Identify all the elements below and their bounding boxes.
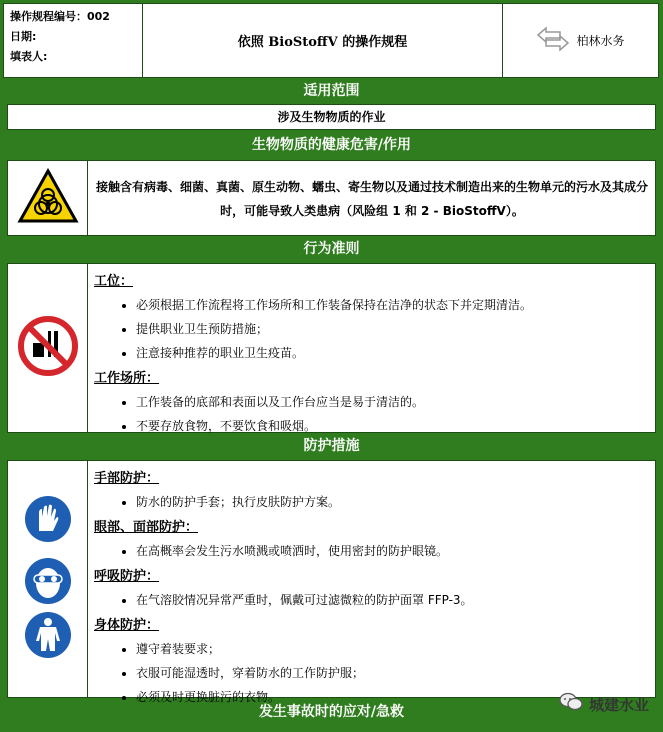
header-meta-cell xyxy=(3,3,143,78)
conduct-heading: 行为准则 xyxy=(303,241,360,257)
eye-protection-list xyxy=(90,539,650,563)
biohazard-warning-icon xyxy=(17,168,79,228)
respiratory-protection-list xyxy=(90,588,650,612)
workstation-list xyxy=(90,293,650,365)
hand-protection-title: 手部防护： xyxy=(94,471,160,486)
protection-heading: 防护措施 xyxy=(303,438,360,454)
list-item: • 必须及时更换脏污的衣物。 xyxy=(136,685,650,709)
hand-protection-list xyxy=(90,490,650,514)
scope-text: 涉及生物物质的作业 xyxy=(7,104,656,130)
list-item: • 遵守着装要求； xyxy=(136,637,650,661)
date-label: 日期: xyxy=(10,30,37,43)
protection-row xyxy=(7,460,656,704)
company-logo xyxy=(502,3,659,78)
respiratory-protection-title: 呼吸防护： xyxy=(94,569,160,584)
document-title xyxy=(142,3,503,78)
list-item: • 提供职业卫生预防措施； xyxy=(136,317,650,341)
workplace-title: 工作场所： xyxy=(94,371,160,386)
filler-label: 填表人: xyxy=(10,50,48,63)
list-item: • 工作装备的底部和表面以及工作台应当是易于清洁的。 xyxy=(136,390,650,414)
hazard-text: 接触含有病毒、细菌、真菌、原生动物、蠕虫、寄生物以及通过技术制造出来的生物单元的污水及其成分时，可能导致人类患病（风险组 1 和 2 - BioStoffV）。 xyxy=(95,180,648,218)
list-item: • 不要存放食物，不要饮食和吸烟。 xyxy=(136,414,650,438)
biohazard-icon-cell xyxy=(8,161,88,235)
body-protection-title: 身体防护： xyxy=(94,618,160,633)
protection-icon-cell xyxy=(8,461,88,697)
watermark-text: 城建水业 xyxy=(588,695,649,714)
conduct-icon-cell xyxy=(8,264,88,432)
eye-protection-title: 眼部、面部防护： xyxy=(94,520,199,535)
watermark xyxy=(559,692,649,716)
list-item: • 在气溶胶情况异常严重时，佩戴可过滤微粒的防护面罩 FFP-3。 xyxy=(136,588,650,612)
emergency-heading: 发生事故时的应对/急救 xyxy=(258,704,405,720)
scope-heading: 适用范围 xyxy=(303,83,360,99)
list-item: • 必须根据工作流程将工作场所和工作装备保持在洁净的状态下并定期清洁。 xyxy=(136,293,650,317)
protection-content xyxy=(90,465,650,709)
list-item: • 防水的防护手套；执行皮肤防护方案。 xyxy=(136,490,650,514)
title-text: 依照 BioStoffV 的操作规程 xyxy=(237,35,408,50)
wechat-icon xyxy=(559,692,583,716)
conduct-content xyxy=(90,268,650,438)
arrows-logo-icon xyxy=(536,26,570,55)
hazard-heading: 生物物质的健康危害/作用 xyxy=(251,137,412,153)
company-name: 柏林水务 xyxy=(576,34,625,48)
hazard-row xyxy=(7,160,656,236)
list-item: • 在高概率会发生污水喷溅或喷洒时，使用密封的防护眼镜。 xyxy=(136,539,650,563)
no-eating-drinking-icon xyxy=(17,315,79,381)
list-item: • 衣服可能湿透时，穿着防水的工作防护服； xyxy=(136,661,650,685)
conduct-row xyxy=(7,263,656,433)
workplace-list xyxy=(90,390,650,438)
list-item: • 注意接种推荐的职业卫生疫苗。 xyxy=(136,341,650,365)
goggles-icon xyxy=(24,557,72,609)
workstation-title: 工位： xyxy=(94,274,134,289)
procedure-number: 操作规程编号：002 xyxy=(10,10,110,23)
protective-suit-icon xyxy=(24,611,72,663)
gloves-icon xyxy=(24,495,72,547)
